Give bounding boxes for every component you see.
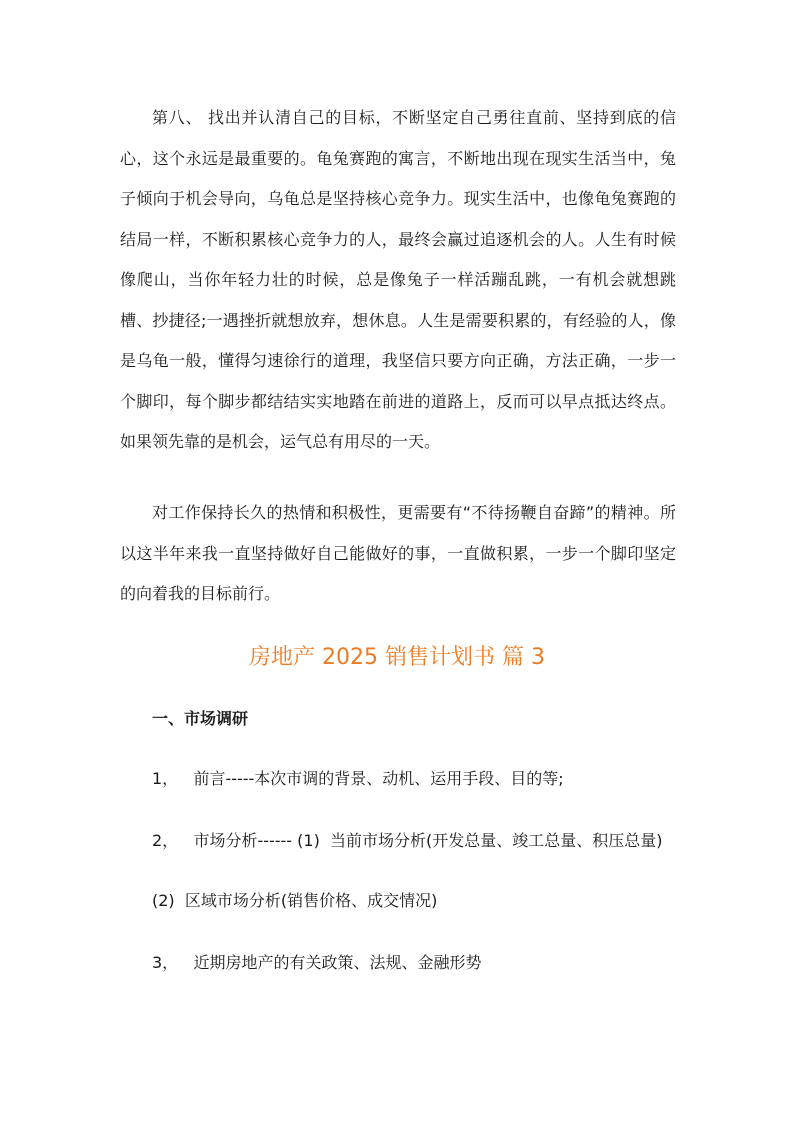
list-item-preface: 1， 前言-----本次市调的背景、动机、运用手段、目的等; xyxy=(152,769,564,788)
body-paragraph-1: 第八、 找出并认清自己的目标，不断坚定自己勇往直前、坚持到底的信心，这个永远是最重要的。龟兔赛跑的寓言，不断地出现在现实生活当中，兔子倾向于机会导向，乌龟总是坚持核心竞争力。现实生活中，也像龟兔赛跑的结局一样，不断积累核心竞争力的人，最终会赢过追逐机会的人。人生有时候像爬山，当你年轻力壮的时候，总是像兔子一样活蹦乱跳，一有机会就想跳槽、抄捷径;一遇挫折就想放弃，想休息。人生是需要积累的，有经验的人，像是乌龟一般，懂得匀速徐行的道理，我坚信只要方向正确，方法正确，一步一个脚印，每个脚步都结结实实地踏在前进的道路上，反而可以早点抵达终点。如果领先靠的是机会，运气总有用尽的一天。 xyxy=(120,108,676,451)
body-paragraph-2: 对工作保持长久的热情和积极性，更需要有“不待扬鞭自奋蹄”的精神。所以这半年来我一直坚持做好自己能做好的事，一直做积累，一步一个脚印坚定的向着我的目标前行。 xyxy=(120,503,676,603)
section-heading: 房地产 2025 销售计划书 篇 3 xyxy=(249,645,545,670)
list-item-regional-analysis: (2) 区域市场分析(销售价格、成交情况) xyxy=(152,891,438,910)
list-item-market-analysis: 2， 市场分析------ (1) 当前市场分析(开发总量、竣工总量、积压总量) xyxy=(152,831,663,850)
market-research-title: 一、市场调研 xyxy=(152,709,249,728)
list-item-policy: 3， 近期房地产的有关政策、法规、金融形势 xyxy=(152,953,482,972)
